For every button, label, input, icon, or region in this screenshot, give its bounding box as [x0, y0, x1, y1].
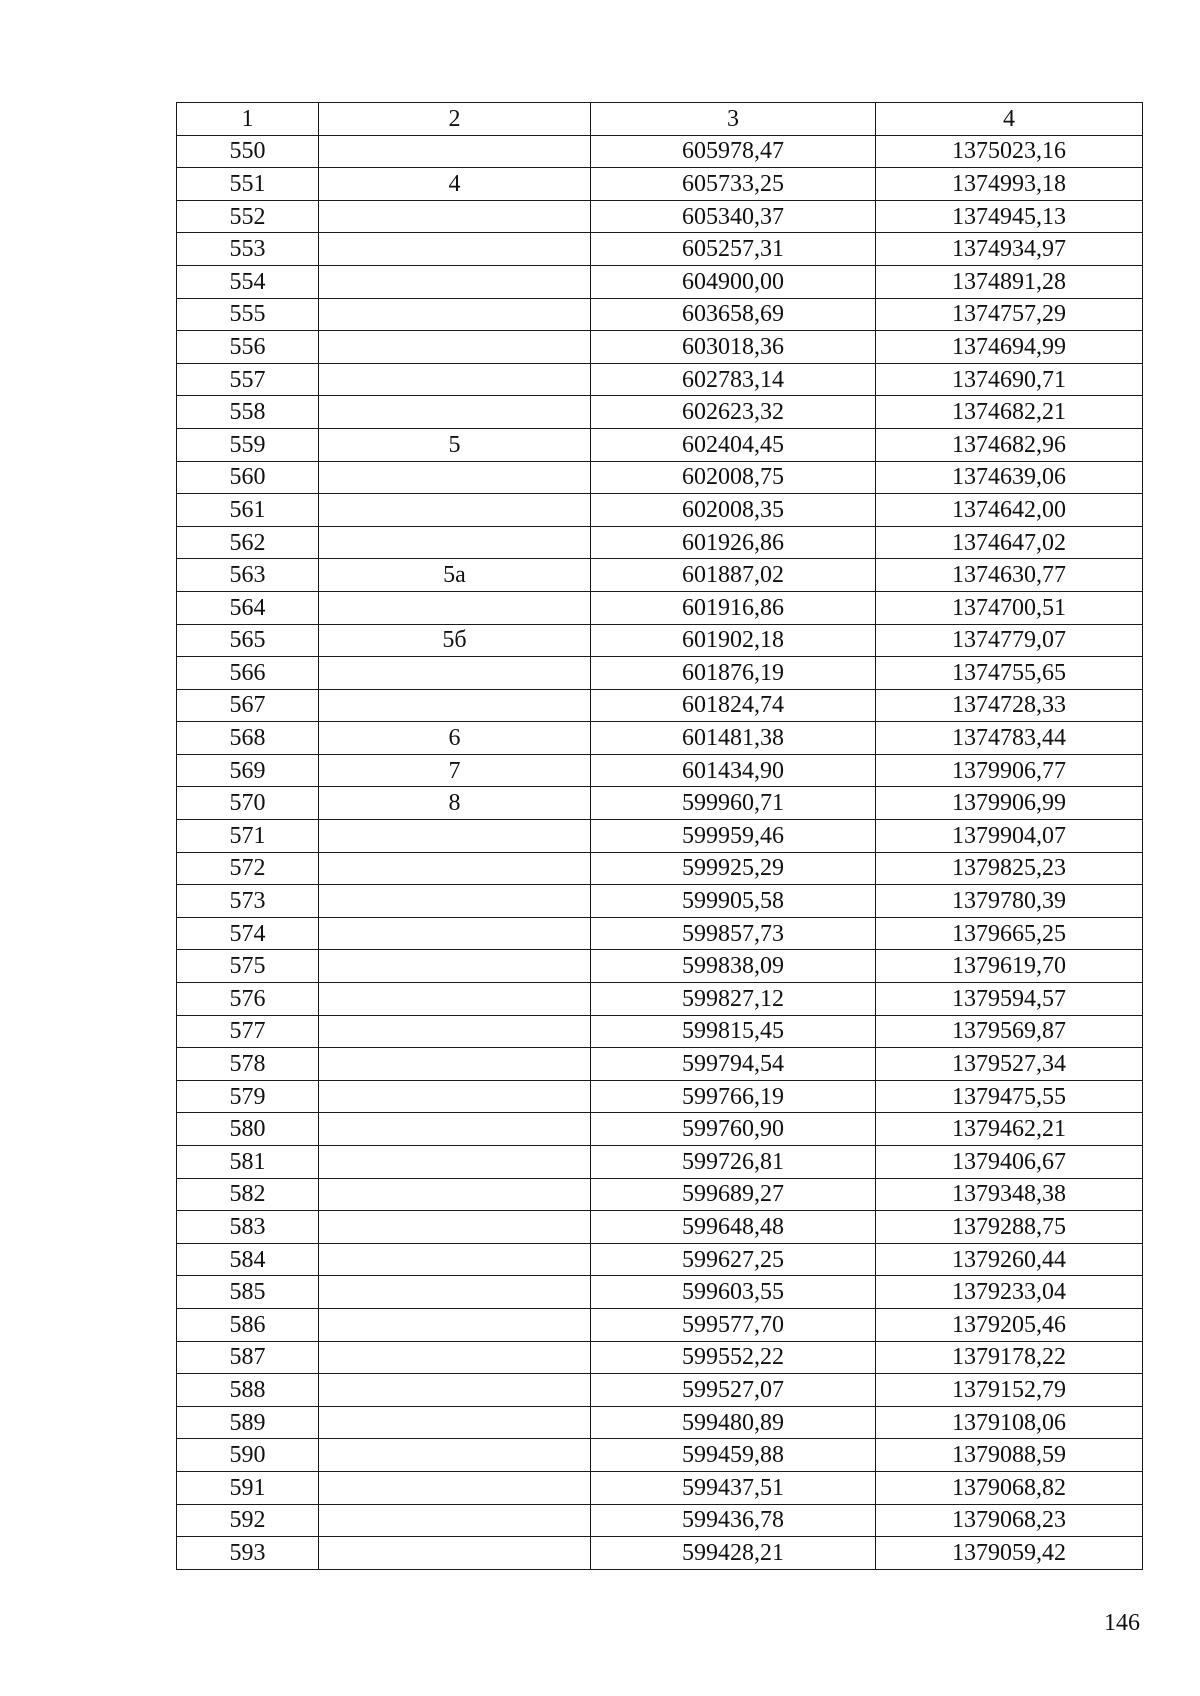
column-header-3: 3	[591, 103, 876, 136]
y-coordinate-cell: 1374682,21	[876, 396, 1143, 429]
marker-cell	[319, 657, 591, 690]
marker-cell	[319, 363, 591, 396]
table-row	[177, 331, 1143, 364]
table-row	[177, 1178, 1143, 1211]
y-coordinate-cell: 1374755,65	[876, 657, 1143, 690]
marker-cell: 5а	[319, 559, 591, 592]
table-row	[177, 722, 1143, 755]
x-coordinate-cell: 603018,36	[591, 331, 876, 364]
point-number-cell: 578	[177, 1048, 319, 1081]
marker-cell: 5б	[319, 624, 591, 657]
marker-cell	[319, 820, 591, 853]
marker-cell	[319, 1080, 591, 1113]
x-coordinate-cell: 599827,12	[591, 983, 876, 1016]
y-coordinate-cell: 1375023,16	[876, 135, 1143, 168]
marker-cell	[319, 265, 591, 298]
x-coordinate-cell: 601887,02	[591, 559, 876, 592]
y-coordinate-cell: 1374945,13	[876, 200, 1143, 233]
marker-cell: 6	[319, 722, 591, 755]
coordinates-table	[176, 102, 1143, 1570]
table-row	[177, 298, 1143, 331]
table-row	[177, 1537, 1143, 1570]
point-number-cell: 561	[177, 494, 319, 527]
table-row	[177, 917, 1143, 950]
point-number-cell: 585	[177, 1276, 319, 1309]
marker-cell: 4	[319, 168, 591, 201]
x-coordinate-cell: 599815,45	[591, 1015, 876, 1048]
point-number-cell: 577	[177, 1015, 319, 1048]
point-number-cell: 553	[177, 233, 319, 266]
x-coordinate-cell: 599766,19	[591, 1080, 876, 1113]
y-coordinate-cell: 1379108,06	[876, 1406, 1143, 1439]
point-number-cell: 592	[177, 1504, 319, 1537]
table-row	[177, 1243, 1143, 1276]
y-coordinate-cell: 1374783,44	[876, 722, 1143, 755]
point-number-cell: 573	[177, 885, 319, 918]
x-coordinate-cell: 599437,51	[591, 1471, 876, 1504]
y-coordinate-cell: 1379088,59	[876, 1439, 1143, 1472]
point-number-cell: 552	[177, 200, 319, 233]
table-row	[177, 820, 1143, 853]
table-row	[177, 1471, 1143, 1504]
column-header-4: 4	[876, 103, 1143, 136]
x-coordinate-cell: 599627,25	[591, 1243, 876, 1276]
y-coordinate-cell: 1379825,23	[876, 852, 1143, 885]
y-coordinate-cell: 1379260,44	[876, 1243, 1143, 1276]
y-coordinate-cell: 1379152,79	[876, 1374, 1143, 1407]
y-coordinate-cell: 1374642,00	[876, 494, 1143, 527]
table-row	[177, 657, 1143, 690]
y-coordinate-cell: 1374647,02	[876, 526, 1143, 559]
y-coordinate-cell: 1374700,51	[876, 591, 1143, 624]
x-coordinate-cell: 601916,86	[591, 591, 876, 624]
marker-cell	[319, 1406, 591, 1439]
table-row	[177, 591, 1143, 624]
marker-cell	[319, 689, 591, 722]
table-row	[177, 1439, 1143, 1472]
x-coordinate-cell: 599428,21	[591, 1537, 876, 1570]
point-number-cell: 550	[177, 135, 319, 168]
point-number-cell: 579	[177, 1080, 319, 1113]
x-coordinate-cell: 599960,71	[591, 787, 876, 820]
page-number: 146	[1104, 1610, 1140, 1636]
y-coordinate-cell: 1379205,46	[876, 1308, 1143, 1341]
marker-cell	[319, 1276, 591, 1309]
marker-cell	[319, 1471, 591, 1504]
y-coordinate-cell: 1374779,07	[876, 624, 1143, 657]
x-coordinate-cell: 599760,90	[591, 1113, 876, 1146]
marker-cell	[319, 1439, 591, 1472]
marker-cell	[319, 526, 591, 559]
table-row	[177, 559, 1143, 592]
table-row	[177, 1015, 1143, 1048]
x-coordinate-cell: 602008,75	[591, 461, 876, 494]
table-row	[177, 1113, 1143, 1146]
marker-cell	[319, 1243, 591, 1276]
x-coordinate-cell: 601824,74	[591, 689, 876, 722]
marker-cell	[319, 200, 591, 233]
x-coordinate-cell: 599577,70	[591, 1308, 876, 1341]
marker-cell	[319, 1146, 591, 1179]
y-coordinate-cell: 1379569,87	[876, 1015, 1143, 1048]
point-number-cell: 586	[177, 1308, 319, 1341]
table-row	[177, 135, 1143, 168]
marker-cell	[319, 1341, 591, 1374]
x-coordinate-cell: 601876,19	[591, 657, 876, 690]
y-coordinate-cell: 1379527,34	[876, 1048, 1143, 1081]
point-number-cell: 563	[177, 559, 319, 592]
table-row	[177, 396, 1143, 429]
y-coordinate-cell: 1374694,99	[876, 331, 1143, 364]
marker-cell	[319, 1374, 591, 1407]
column-header-2: 2	[319, 103, 591, 136]
marker-cell	[319, 233, 591, 266]
x-coordinate-cell: 599905,58	[591, 885, 876, 918]
point-number-cell: 568	[177, 722, 319, 755]
y-coordinate-cell: 1379904,07	[876, 820, 1143, 853]
point-number-cell: 551	[177, 168, 319, 201]
table-row	[177, 1504, 1143, 1537]
table-row	[177, 461, 1143, 494]
x-coordinate-cell: 599925,29	[591, 852, 876, 885]
y-coordinate-cell: 1374934,97	[876, 233, 1143, 266]
table-row	[177, 233, 1143, 266]
table-row	[177, 1080, 1143, 1113]
point-number-cell: 593	[177, 1537, 319, 1570]
table-row	[177, 1341, 1143, 1374]
y-coordinate-cell: 1374630,77	[876, 559, 1143, 592]
table-row	[177, 754, 1143, 787]
marker-cell	[319, 1015, 591, 1048]
x-coordinate-cell: 599459,88	[591, 1439, 876, 1472]
header-row	[177, 103, 1143, 136]
point-number-cell: 560	[177, 461, 319, 494]
table-row	[177, 1406, 1143, 1439]
table-body	[177, 135, 1143, 1569]
marker-cell	[319, 885, 591, 918]
marker-cell	[319, 461, 591, 494]
y-coordinate-cell: 1374639,06	[876, 461, 1143, 494]
marker-cell: 5	[319, 428, 591, 461]
point-number-cell: 588	[177, 1374, 319, 1407]
y-coordinate-cell: 1379068,82	[876, 1471, 1143, 1504]
table-row	[177, 852, 1143, 885]
marker-cell	[319, 591, 591, 624]
marker-cell	[319, 950, 591, 983]
table-row	[177, 787, 1143, 820]
table-row	[177, 1048, 1143, 1081]
x-coordinate-cell: 605978,47	[591, 135, 876, 168]
x-coordinate-cell: 605340,37	[591, 200, 876, 233]
y-coordinate-cell: 1379059,42	[876, 1537, 1143, 1570]
point-number-cell: 569	[177, 754, 319, 787]
table-row	[177, 950, 1143, 983]
x-coordinate-cell: 601902,18	[591, 624, 876, 657]
marker-cell	[319, 298, 591, 331]
y-coordinate-cell: 1379233,04	[876, 1276, 1143, 1309]
x-coordinate-cell: 605257,31	[591, 233, 876, 266]
point-number-cell: 559	[177, 428, 319, 461]
y-coordinate-cell: 1379665,25	[876, 917, 1143, 950]
x-coordinate-cell: 601926,86	[591, 526, 876, 559]
marker-cell: 7	[319, 754, 591, 787]
x-coordinate-cell: 602008,35	[591, 494, 876, 527]
marker-cell	[319, 135, 591, 168]
y-coordinate-cell: 1374993,18	[876, 168, 1143, 201]
x-coordinate-cell: 599527,07	[591, 1374, 876, 1407]
y-coordinate-cell: 1374757,29	[876, 298, 1143, 331]
marker-cell	[319, 1211, 591, 1244]
x-coordinate-cell: 599648,48	[591, 1211, 876, 1244]
table-row	[177, 983, 1143, 1016]
y-coordinate-cell: 1379594,57	[876, 983, 1143, 1016]
x-coordinate-cell: 599959,46	[591, 820, 876, 853]
point-number-cell: 591	[177, 1471, 319, 1504]
x-coordinate-cell: 599603,55	[591, 1276, 876, 1309]
y-coordinate-cell: 1379475,55	[876, 1080, 1143, 1113]
point-number-cell: 564	[177, 591, 319, 624]
point-number-cell: 575	[177, 950, 319, 983]
marker-cell	[319, 917, 591, 950]
y-coordinate-cell: 1379406,67	[876, 1146, 1143, 1179]
marker-cell	[319, 1113, 591, 1146]
marker-cell	[319, 1504, 591, 1537]
table-row	[177, 1276, 1143, 1309]
x-coordinate-cell: 599838,09	[591, 950, 876, 983]
marker-cell	[319, 983, 591, 1016]
table-row	[177, 885, 1143, 918]
point-number-cell: 565	[177, 624, 319, 657]
table-row	[177, 1308, 1143, 1341]
y-coordinate-cell: 1374728,33	[876, 689, 1143, 722]
point-number-cell: 554	[177, 265, 319, 298]
column-header-1: 1	[177, 103, 319, 136]
point-number-cell: 581	[177, 1146, 319, 1179]
table-row	[177, 200, 1143, 233]
marker-cell	[319, 396, 591, 429]
marker-cell: 8	[319, 787, 591, 820]
point-number-cell: 557	[177, 363, 319, 396]
x-coordinate-cell: 599689,27	[591, 1178, 876, 1211]
y-coordinate-cell: 1379780,39	[876, 885, 1143, 918]
point-number-cell: 580	[177, 1113, 319, 1146]
table-row	[177, 526, 1143, 559]
y-coordinate-cell: 1379462,21	[876, 1113, 1143, 1146]
point-number-cell: 562	[177, 526, 319, 559]
table-row	[177, 363, 1143, 396]
x-coordinate-cell: 599436,78	[591, 1504, 876, 1537]
marker-cell	[319, 1308, 591, 1341]
point-number-cell: 584	[177, 1243, 319, 1276]
table-row	[177, 494, 1143, 527]
table-header	[177, 103, 1143, 136]
marker-cell	[319, 1178, 591, 1211]
y-coordinate-cell: 1379619,70	[876, 950, 1143, 983]
table-row	[177, 1146, 1143, 1179]
x-coordinate-cell: 599552,22	[591, 1341, 876, 1374]
y-coordinate-cell: 1374891,28	[876, 265, 1143, 298]
x-coordinate-cell: 601434,90	[591, 754, 876, 787]
table-row	[177, 1211, 1143, 1244]
point-number-cell: 576	[177, 983, 319, 1016]
x-coordinate-cell: 603658,69	[591, 298, 876, 331]
y-coordinate-cell: 1379288,75	[876, 1211, 1143, 1244]
point-number-cell: 558	[177, 396, 319, 429]
x-coordinate-cell: 602783,14	[591, 363, 876, 396]
x-coordinate-cell: 599480,89	[591, 1406, 876, 1439]
table-row	[177, 168, 1143, 201]
table-row	[177, 689, 1143, 722]
point-number-cell: 566	[177, 657, 319, 690]
y-coordinate-cell: 1379348,38	[876, 1178, 1143, 1211]
y-coordinate-cell: 1374682,96	[876, 428, 1143, 461]
x-coordinate-cell: 599857,73	[591, 917, 876, 950]
y-coordinate-cell: 1379178,22	[876, 1341, 1143, 1374]
table-row	[177, 265, 1143, 298]
x-coordinate-cell: 599726,81	[591, 1146, 876, 1179]
table-row	[177, 1374, 1143, 1407]
point-number-cell: 587	[177, 1341, 319, 1374]
x-coordinate-cell: 604900,00	[591, 265, 876, 298]
y-coordinate-cell: 1379906,99	[876, 787, 1143, 820]
point-number-cell: 572	[177, 852, 319, 885]
marker-cell	[319, 852, 591, 885]
point-number-cell: 556	[177, 331, 319, 364]
point-number-cell: 589	[177, 1406, 319, 1439]
marker-cell	[319, 1537, 591, 1570]
y-coordinate-cell: 1379906,77	[876, 754, 1143, 787]
marker-cell	[319, 331, 591, 364]
point-number-cell: 583	[177, 1211, 319, 1244]
point-number-cell: 574	[177, 917, 319, 950]
point-number-cell: 567	[177, 689, 319, 722]
x-coordinate-cell: 602404,45	[591, 428, 876, 461]
x-coordinate-cell: 605733,25	[591, 168, 876, 201]
y-coordinate-cell: 1379068,23	[876, 1504, 1143, 1537]
table-row	[177, 428, 1143, 461]
point-number-cell: 570	[177, 787, 319, 820]
point-number-cell: 571	[177, 820, 319, 853]
x-coordinate-cell: 599794,54	[591, 1048, 876, 1081]
marker-cell	[319, 1048, 591, 1081]
y-coordinate-cell: 1374690,71	[876, 363, 1143, 396]
point-number-cell: 555	[177, 298, 319, 331]
point-number-cell: 590	[177, 1439, 319, 1472]
x-coordinate-cell: 602623,32	[591, 396, 876, 429]
x-coordinate-cell: 601481,38	[591, 722, 876, 755]
point-number-cell: 582	[177, 1178, 319, 1211]
table-row	[177, 624, 1143, 657]
marker-cell	[319, 494, 591, 527]
